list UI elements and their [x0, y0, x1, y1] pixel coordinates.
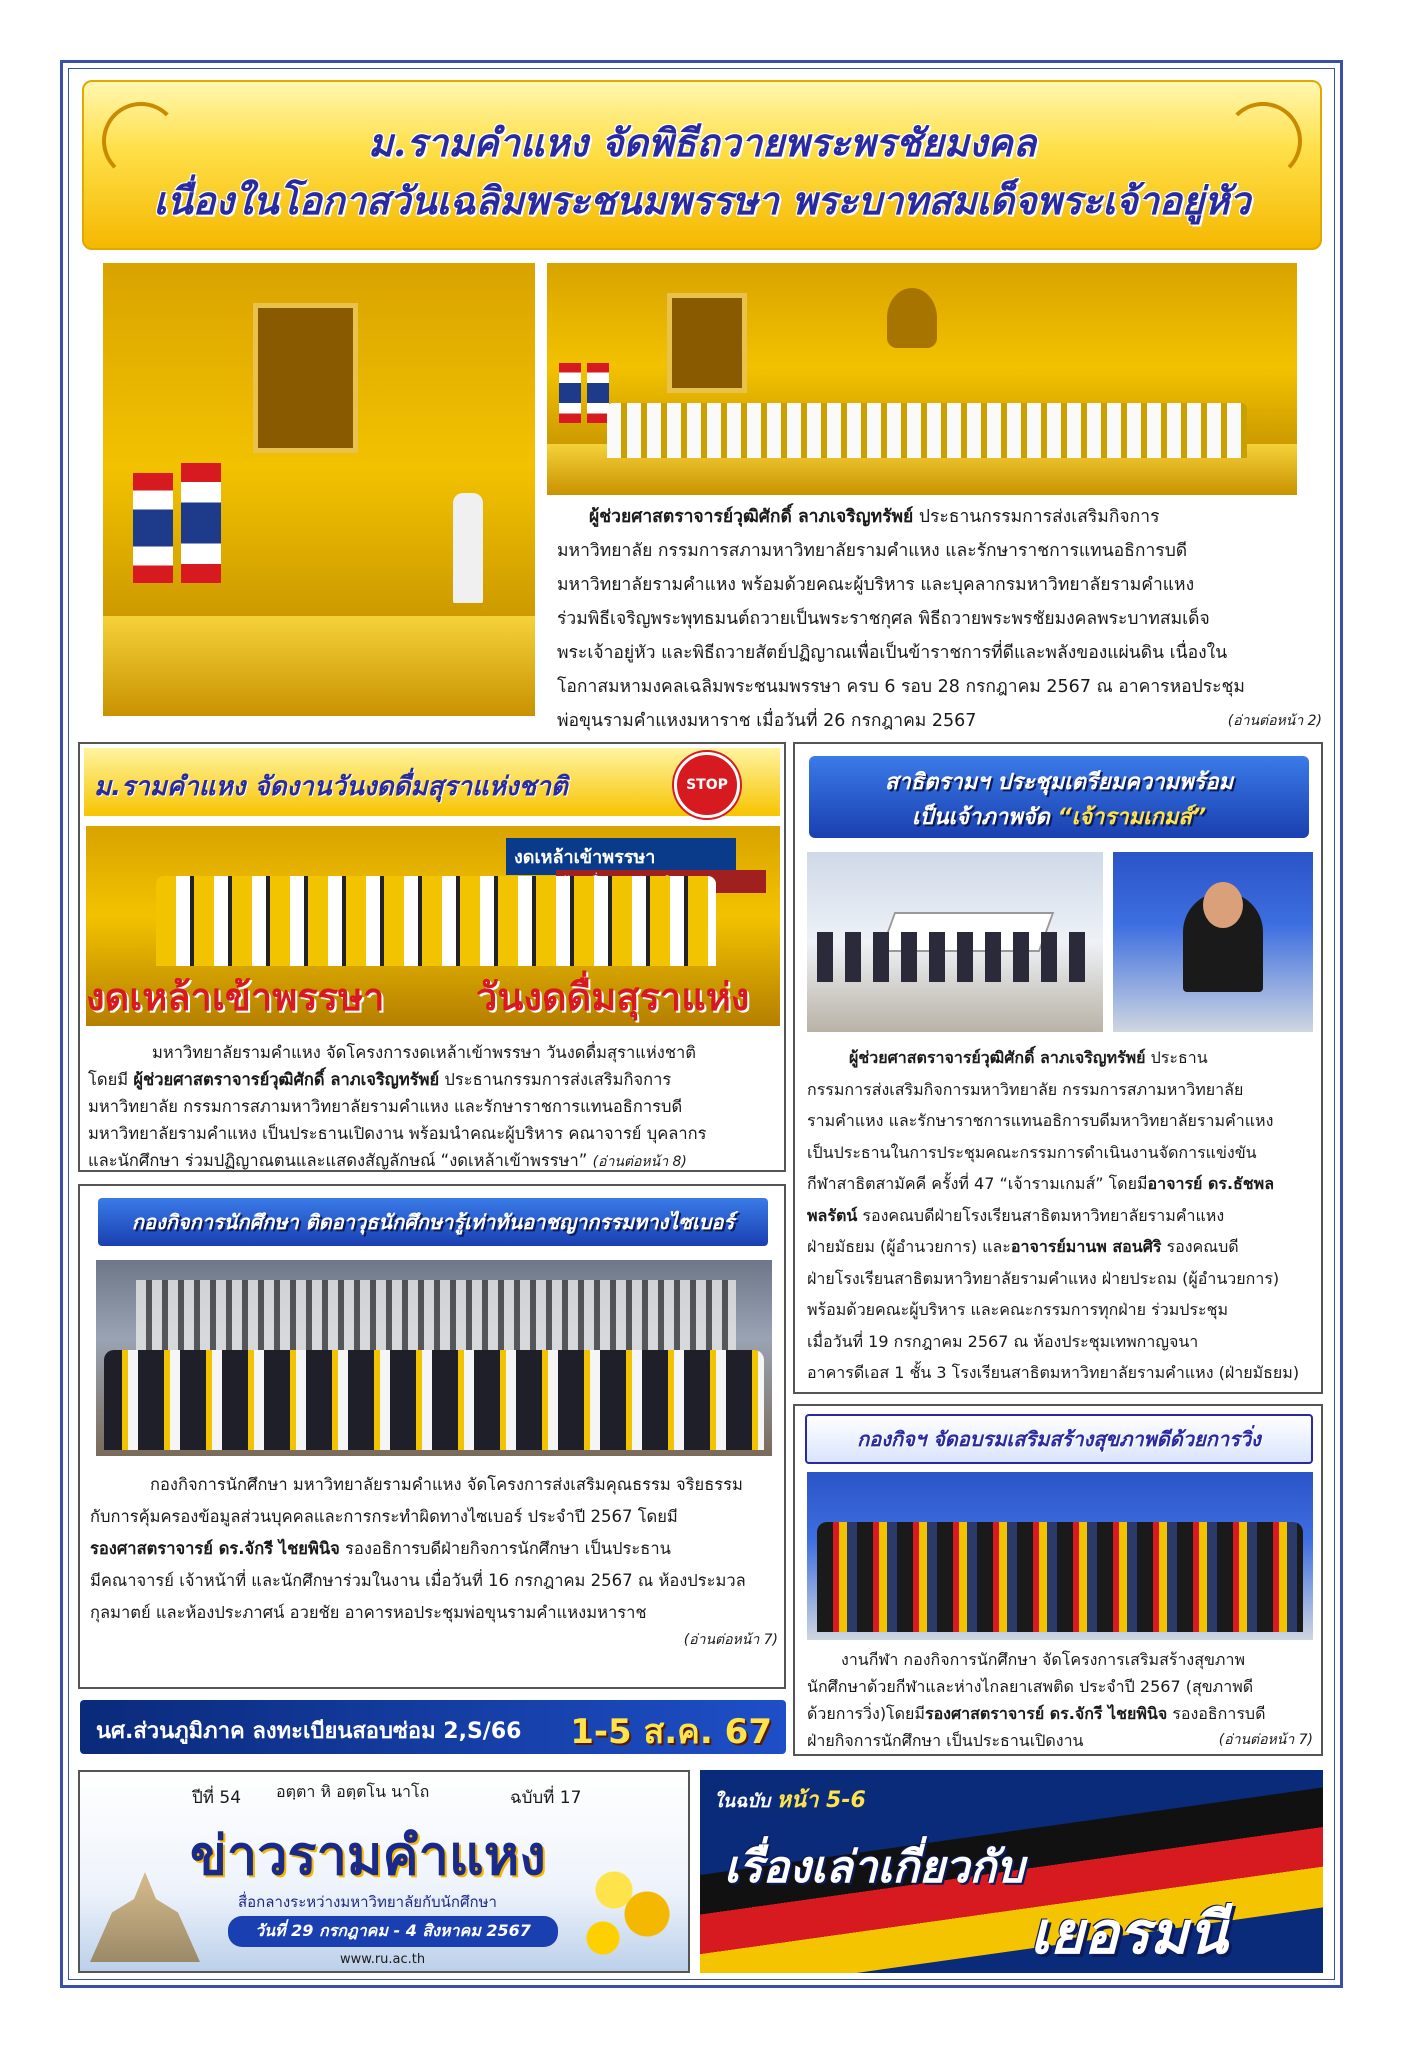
cyber-text — [90, 1469, 778, 1650]
register-band — [80, 1700, 786, 1754]
running-title: กองกิจฯ จัดอบรมเสริมสร้างสุขภาพดีด้วยการวิ่ง — [857, 1427, 1261, 1451]
satit-line-3: รามคำแหง และรักษาราชการแทนอธิการบดีมหาวิทยาลัยรามคำแหง — [807, 1111, 1274, 1130]
register-dates: 1-5 ส.ค. 67 — [570, 1712, 772, 1752]
photo-banner: งดเหล้าเข้าพรรษา — [506, 838, 736, 875]
masthead-issue: ฉบับที่ 17 — [510, 1788, 582, 1808]
cyber-story-box — [78, 1184, 786, 1689]
flag-icon — [181, 463, 221, 583]
running-line-3: ด้วยการวิ่ง)โดยมีรองศาสตราจารย์ ดร.จักรี ไชยพินิจ รองอธิการบดี — [807, 1704, 1266, 1723]
group-thumbs-up — [817, 1522, 1303, 1632]
headline-banner — [82, 80, 1322, 250]
chairman-face — [1203, 882, 1243, 928]
alcohol-line-1: มหาวิทยาลัยรามคำแหง จัดโครงการงดเหล้าเข้าพรรษา วันงดดื่มสุราแห่งชาติ — [152, 1043, 697, 1062]
cyber-line-2: กับการคุ้มครองข้อมูลส่วนบุคคลและการกระทำผิดทางไซเบอร์ ประจำปี 2567 โดยมี — [90, 1507, 678, 1526]
alcohol-line-4: มหาวิทยาลัยรามคำแหง เป็นประธานเปิดงาน พร้อมนำคณะผู้บริหาร คณาจารย์ บุคลากร — [88, 1124, 707, 1143]
masthead-title: ข่าวรามคำแหง — [190, 1824, 546, 1887]
satit-line-10: เมื่อวันที่ 19 กรกฎาคม 2567 ณ ห้องประชุมเทพกาญจนา — [807, 1331, 1199, 1351]
running-line-2: นักศึกษาด้วยกีฬาและห่างไกลยาเสพติด ประจำปี 2567 (สุขภาพดี — [807, 1677, 1254, 1696]
flag-icon — [587, 363, 609, 423]
lead-line-1: ผู้ช่วยศาสตราจารย์วุฒิศักดิ์ ลาภเจริญทรัพย์ ประธานกรรมการส่งเสริมกิจการ — [589, 507, 1160, 527]
satit-line-2: กรรมการส่งเสริมกิจการมหาวิทยาลัย กรรมการสภามหาวิทยาลัย — [807, 1079, 1244, 1099]
satit-line-7: ฝ่ายมัธยม (ผู้อำนวยการ) และอาจารย์มานพ สอนศิริ รองคณบดี — [807, 1237, 1239, 1256]
headline-line-2: เนื่องในโอกาสวันเฉลิมพระชนมพรรษา พระบาทสมเด็จพระเจ้าอยู่หัว — [153, 178, 1251, 223]
alcohol-photo — [86, 826, 780, 1026]
lead-line-7: พ่อขุนรามคำแหงมหาราช เมื่อวันที่ 26 กรกฎาคม 2567 (อ่านต่อหน้า 2) — [557, 704, 1322, 738]
lead-line-3: มหาวิทยาลัยรามคำแหง พร้อมด้วยคณะผู้บริหาร และบุคลากรมหาวิทยาลัยรามคำแหง — [557, 575, 1195, 595]
satit-photo-left — [807, 852, 1103, 1032]
germany-feature-box — [700, 1770, 1323, 1973]
stop-sign-icon: STOP — [674, 752, 740, 818]
headline-line-1: ม.รามคำแหง จัดพิธีถวายพระพรชัยมงคล — [368, 120, 1036, 165]
masthead-url[interactable]: www.ru.ac.th — [340, 1952, 426, 1967]
cyber-title-band — [98, 1198, 768, 1246]
read-more-link[interactable]: (อ่านต่อหน้า 8) — [592, 1154, 687, 1170]
lead-line-6: โอกาสมหามงคลเฉลิมพระชนมพรรษา ครบ 6 รอบ 28 กรกฎาคม 2567 ณ อาคารหอประชุม — [557, 677, 1245, 697]
audience-seats — [136, 1280, 736, 1350]
lead-line-4: ร่วมพิธีเจริญพระพุทธมนต์ถวายเป็นพระราชกุศล พิธีถวายพระพรชัยมงคลพระบาทสมเด็จ — [557, 609, 1210, 629]
lead-photo-right — [547, 263, 1297, 495]
masthead-year: ปีที่ 54 — [192, 1788, 242, 1808]
running-title-band — [805, 1414, 1313, 1464]
cyber-line-3: รองศาสตราจารย์ ดร.จักรี ไชยพินิจ รองอธิการบดีฝ่ายกิจการนักศึกษา เป็นประธาน — [90, 1539, 671, 1558]
satit-line-1: ผู้ช่วยศาสตราจารย์วุฒิศักดิ์ ลาภเจริญทรัพย์ ประธาน — [849, 1048, 1208, 1067]
running-line-4: ฝ่ายกิจการนักศึกษา เป็นประธานเปิดงาน (อ่านต่อหน้า 7) — [807, 1727, 1313, 1754]
register-text: นศ.ส่วนภูมิภาค ลงทะเบียนสอบซ่อม 2,S/66 — [96, 1719, 522, 1744]
satit-line-9: พร้อมด้วยคณะผู้บริหาร และคณะกรรมการทุกฝ่าย ร่วมประชุม — [807, 1300, 1228, 1319]
alcohol-line-5: และนักศึกษา ร่วมปฏิญาณตนและแสดงสัญลักษณ์ “งดเหล้าเข้าพรรษา” (อ่านต่อหน้า 8) — [88, 1151, 687, 1170]
satit-line-11: อาคารดีเอส 1 ชั้น 3 โรงเรียนสาธิตมหาวิทยาลัยรามคำแหง (ฝ่ายมัธยม) — [807, 1363, 1300, 1382]
satit-text — [807, 1042, 1313, 1389]
feature-title-1: เรื่องเล่าเกี่ยวกับ — [724, 1842, 1025, 1893]
masthead-box — [78, 1770, 690, 1973]
satit-line-5: กีฬาสาธิตสามัคคี ครั้งที่ 47 “เจ้ารามเกมส์” โดยมีอาจารย์ ดร.ธัชพล — [807, 1174, 1275, 1193]
alcohol-title: ม.รามคำแหง จัดงานวันงดดื่มสุราแห่งชาติ — [94, 772, 568, 802]
cyber-line-1: กองกิจการนักศึกษา มหาวิทยาลัยรามคำแหง จัดโครงการส่งเสริมคุณธรรม จริยธรรม — [150, 1475, 743, 1494]
participants — [817, 932, 1097, 982]
lead-line-5: พระเจ้าอยู่หัว และพิธีถวายสัตย์ปฏิญาณเพื่อเป็นข้าราชการที่ดีและพลังของแผ่นดิน เนื่องใน — [557, 643, 1228, 663]
satit-line-8: ฝ่ายโรงเรียนสาธิตมหาวิทยาลัยรามคำแหง ฝ่ายประถม (ผู้อำนวยการ) — [807, 1268, 1280, 1288]
cyber-line-4: มีคณาจารย์ เจ้าหน้าที่ และนักศึกษาร่วมในงาน เมื่อวันที่ 16 กรกฎาคม 2567 ณ ห้องประมวล — [90, 1571, 746, 1590]
satit-story-box — [793, 742, 1323, 1394]
satit-title-2: เป็นเจ้าภาพจัด “เจ้ารามเกมส์” — [911, 805, 1207, 830]
stage — [103, 616, 535, 716]
masthead-subtitle: สื่อกลางระหว่างมหาวิทยาลัยกับนักศึกษา — [238, 1893, 497, 1911]
alcohol-text — [88, 1039, 778, 1176]
feature-tag: ในฉบับ หน้า 5-6 — [714, 1788, 866, 1813]
flag-icon — [133, 473, 173, 583]
running-story-box — [793, 1404, 1323, 1756]
satit-title-1: สาธิตรามฯ ประชุมเตรียมความพร้อม — [884, 770, 1234, 795]
satit-line-4: เป็นประธานในการประชุมคณะกรรมการดำเนินงานจัดการแข่งขัน — [807, 1142, 1257, 1162]
lead-line-2: มหาวิทยาลัย กรรมการสภามหาวิทยาลัยรามคำแหง และรักษาราชการแทนอธิการบดี — [557, 541, 1188, 561]
alcohol-line-3: มหาวิทยาลัย กรรมการสภามหาวิทยาลัยรามคำแหง และรักษาราชการแทนอธิการบดี — [88, 1097, 683, 1116]
cyber-title: กองกิจการนักศึกษา ติดอาวุธนักศึกษารู้เท่าทันอาชญากรรมทางไซเบอร์ — [131, 1210, 735, 1234]
photo-big-text-left: งดเหล้าเข้าพรรษา — [86, 975, 385, 1019]
presiding-person — [453, 493, 483, 603]
cyber-more-row — [90, 1629, 778, 1650]
lead-name: ผู้ช่วยศาสตราจารย์วุฒิศักดิ์ ลาภเจริญทรัพย์ — [589, 507, 914, 527]
feature-title-2: เยอรมนี — [1030, 1899, 1228, 1967]
satit-photo-right — [1113, 852, 1313, 1032]
read-more-link[interactable]: (อ่านต่อหน้า 7) — [683, 1632, 778, 1648]
running-line-1: งานกีฬา กองกิจการนักศึกษา จัดโครงการเสริมสร้างสุขภาพ — [841, 1650, 1245, 1669]
satit-title-band — [809, 756, 1309, 838]
group-of-officials — [607, 403, 1247, 458]
group-holding-certificates — [156, 876, 716, 966]
lead-story-text — [557, 500, 1322, 731]
alcohol-story-box — [78, 742, 786, 1172]
photo-big-text-right: วันงดดื่มสุราแห่ง — [476, 975, 750, 1019]
alcohol-title-band — [84, 748, 780, 816]
royal-portrait — [253, 303, 358, 453]
cyber-photo — [96, 1260, 772, 1456]
buddha-statue — [887, 288, 937, 348]
satit-line-6: พลรัตน์ รองคณบดีฝ่ายโรงเรียนสาธิตมหาวิทยาลัยรามคำแหง — [807, 1205, 1225, 1225]
cyber-line-5: กุลมาตย์ และห้องประภาศน์ อวยชัย อาคารหอประชุมพ่อขุนรามคำแหงมหาราช — [90, 1603, 647, 1622]
flag-icon — [559, 363, 581, 423]
masthead-date: วันที่ 29 กรกฎาคม - 4 สิงหาคม 2567 — [228, 1916, 558, 1947]
alcohol-line-2: โดยมี ผู้ช่วยศาสตราจารย์วุฒิศักดิ์ ลาภเจริญทรัพย์ ประธานกรรมการส่งเสริมกิจการ — [88, 1070, 672, 1089]
flower-decoration — [570, 1842, 680, 1962]
lead-photo-left — [103, 263, 535, 716]
read-more-link[interactable]: (อ่านต่อหน้า 2) — [1227, 713, 1322, 729]
running-text — [807, 1646, 1313, 1754]
group-standing — [104, 1350, 764, 1450]
read-more-link[interactable]: (อ่านต่อหน้า 7) — [1218, 1732, 1313, 1748]
royal-portrait — [667, 293, 747, 393]
running-photo — [807, 1472, 1313, 1640]
masthead-motto: อตฺตา หิ อตฺตโน นาโถ — [276, 1782, 430, 1801]
